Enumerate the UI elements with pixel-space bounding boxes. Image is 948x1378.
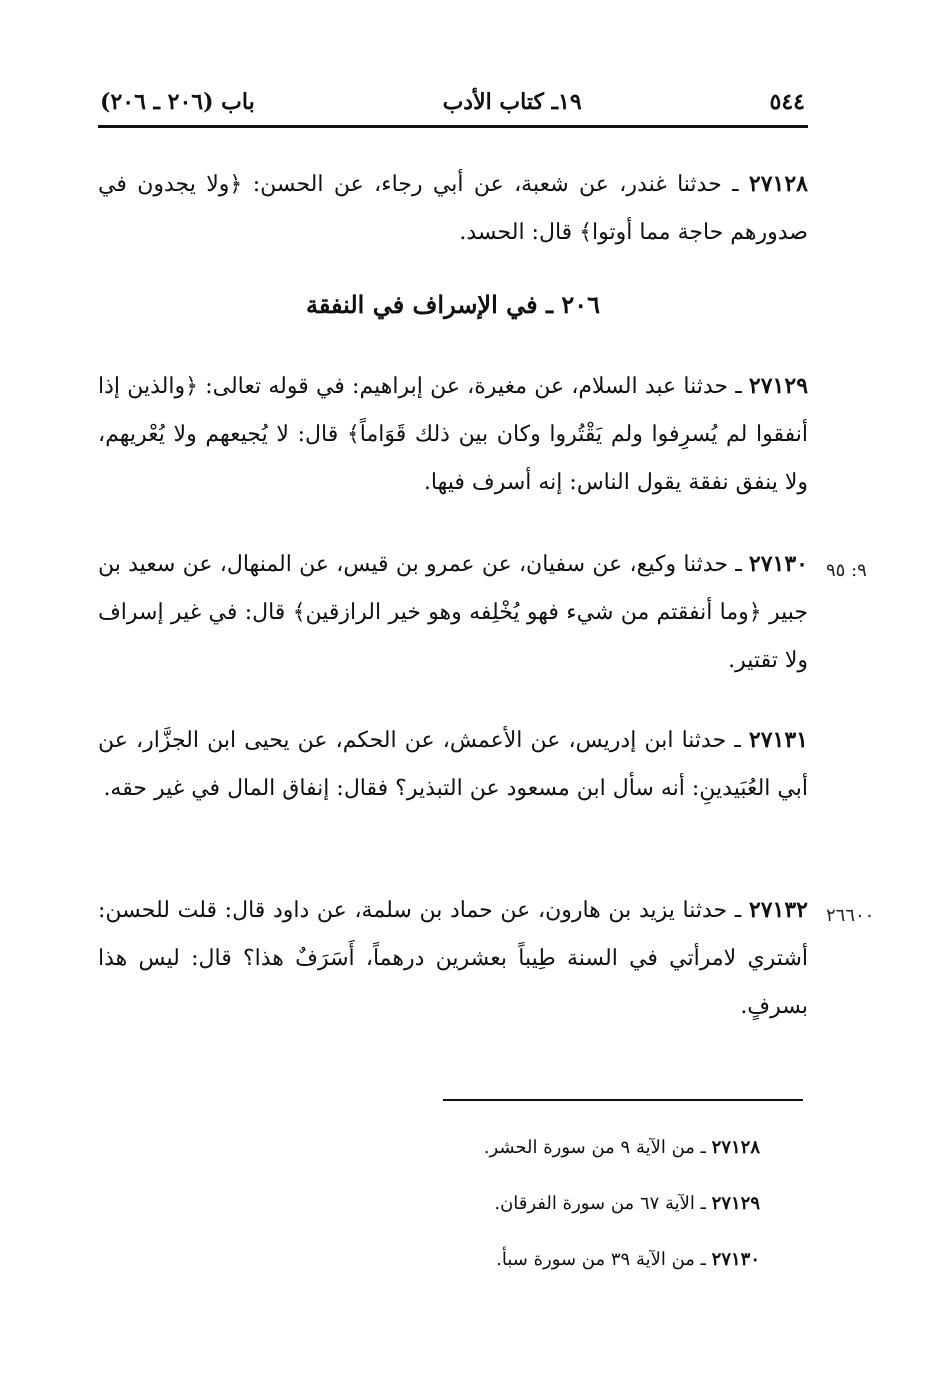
book-title: ١٩ـ كتاب الأدب: [442, 89, 582, 115]
page-number: ٥٤٤: [769, 89, 805, 115]
header-divider: [98, 125, 808, 128]
footnote-text: ـ الآية ٦٧ من سورة الفرقان.: [494, 1193, 712, 1214]
footnotes: [400, 1120, 760, 1288]
hadith-number: ٢٧١٣٢: [748, 897, 808, 923]
margin-reference: ٢٦٦٠٠: [826, 905, 875, 926]
hadith-number: ٢٧١٢٨: [748, 171, 808, 197]
hadith-27128: [98, 160, 808, 257]
hadith-27131: [98, 716, 808, 813]
hadith-27132: [98, 886, 808, 1031]
hadith-27130: [98, 540, 808, 685]
hadith-number: ٢٧١٢٩: [748, 373, 809, 399]
margin-reference: ٩: ٩٥: [826, 560, 867, 581]
footnote-number: ٢٧١٢٩: [711, 1193, 760, 1214]
footnote-number: ٢٧١٢٨: [711, 1137, 760, 1158]
hadith-text: ـ حدثنا يزيد بن هارون، عن حماد بن سلمة، عن داود قال: قلت للحسن: أشتري لامرأتي في السنة طِيباً بعشرين درهماً، أَسَرَفٌ هذا؟ قال: ليس هذا بسرفٍ.: [98, 898, 808, 1019]
footnote: [400, 1176, 760, 1232]
chapter-range: باب (٢٠٦ ـ ٢٠٦): [100, 89, 255, 115]
hadith-number: ٢٧١٣٠: [748, 551, 808, 577]
footnote: [400, 1232, 760, 1288]
hadith-text: ـ حدثنا عبد السلام، عن مغيرة، عن إبراهيم: في قوله تعالى: ﴿والذين إذا أنفقوا لم يُسرِفوا ولم يَقْتُروا وكان بين ذلك قَوَاماً﴾ قال: لا يُجيعهم ولا يُعْريهم، ولا ينفق نفقة يقول الناس: إنه أسرف فيها.: [98, 374, 808, 495]
hadith-text: ـ حدثنا ابن إدريس، عن الأعمش، عن الحكم، عن يحيى ابن الجزَّار، عن أبي العُبَيدينِ: أنه سأل ابن مسعود عن التبذير؟ فقال: إنفاق المال في غير حقه.: [98, 728, 808, 801]
footnote: [400, 1120, 760, 1176]
hadith-text: ـ حدثنا وكيع، عن سفيان، عن عمرو بن قيس، عن المنهال، عن سعيد بن جبير ﴿وما أنفقتم من شيء فهو يُخْلِفه وهو خير الرازقين﴾ قال: في غير إسراف ولا تقتير.: [98, 552, 808, 673]
footnote-number: ٢٧١٣٠: [711, 1249, 760, 1270]
page-header: [100, 82, 805, 122]
section-heading: ٢٠٦ ـ في الإسراف في النفقة: [305, 290, 601, 319]
footnote-divider: [443, 1099, 803, 1101]
hadith-text: ـ حدثنا غندر، عن شعبة، عن أبي رجاء، عن الحسن: ﴿ولا يجدون في صدورهم حاجة مما أوتوا﴾ قال: الحسد.: [98, 172, 808, 245]
footnote-text: ـ من الآية ٩ من سورة الحشر.: [483, 1137, 712, 1158]
footnote-text: ـ من الآية ٣٩ من سورة سبأ.: [496, 1249, 712, 1270]
hadith-number: ٢٧١٣١: [748, 727, 808, 753]
hadith-27129: [98, 362, 808, 507]
